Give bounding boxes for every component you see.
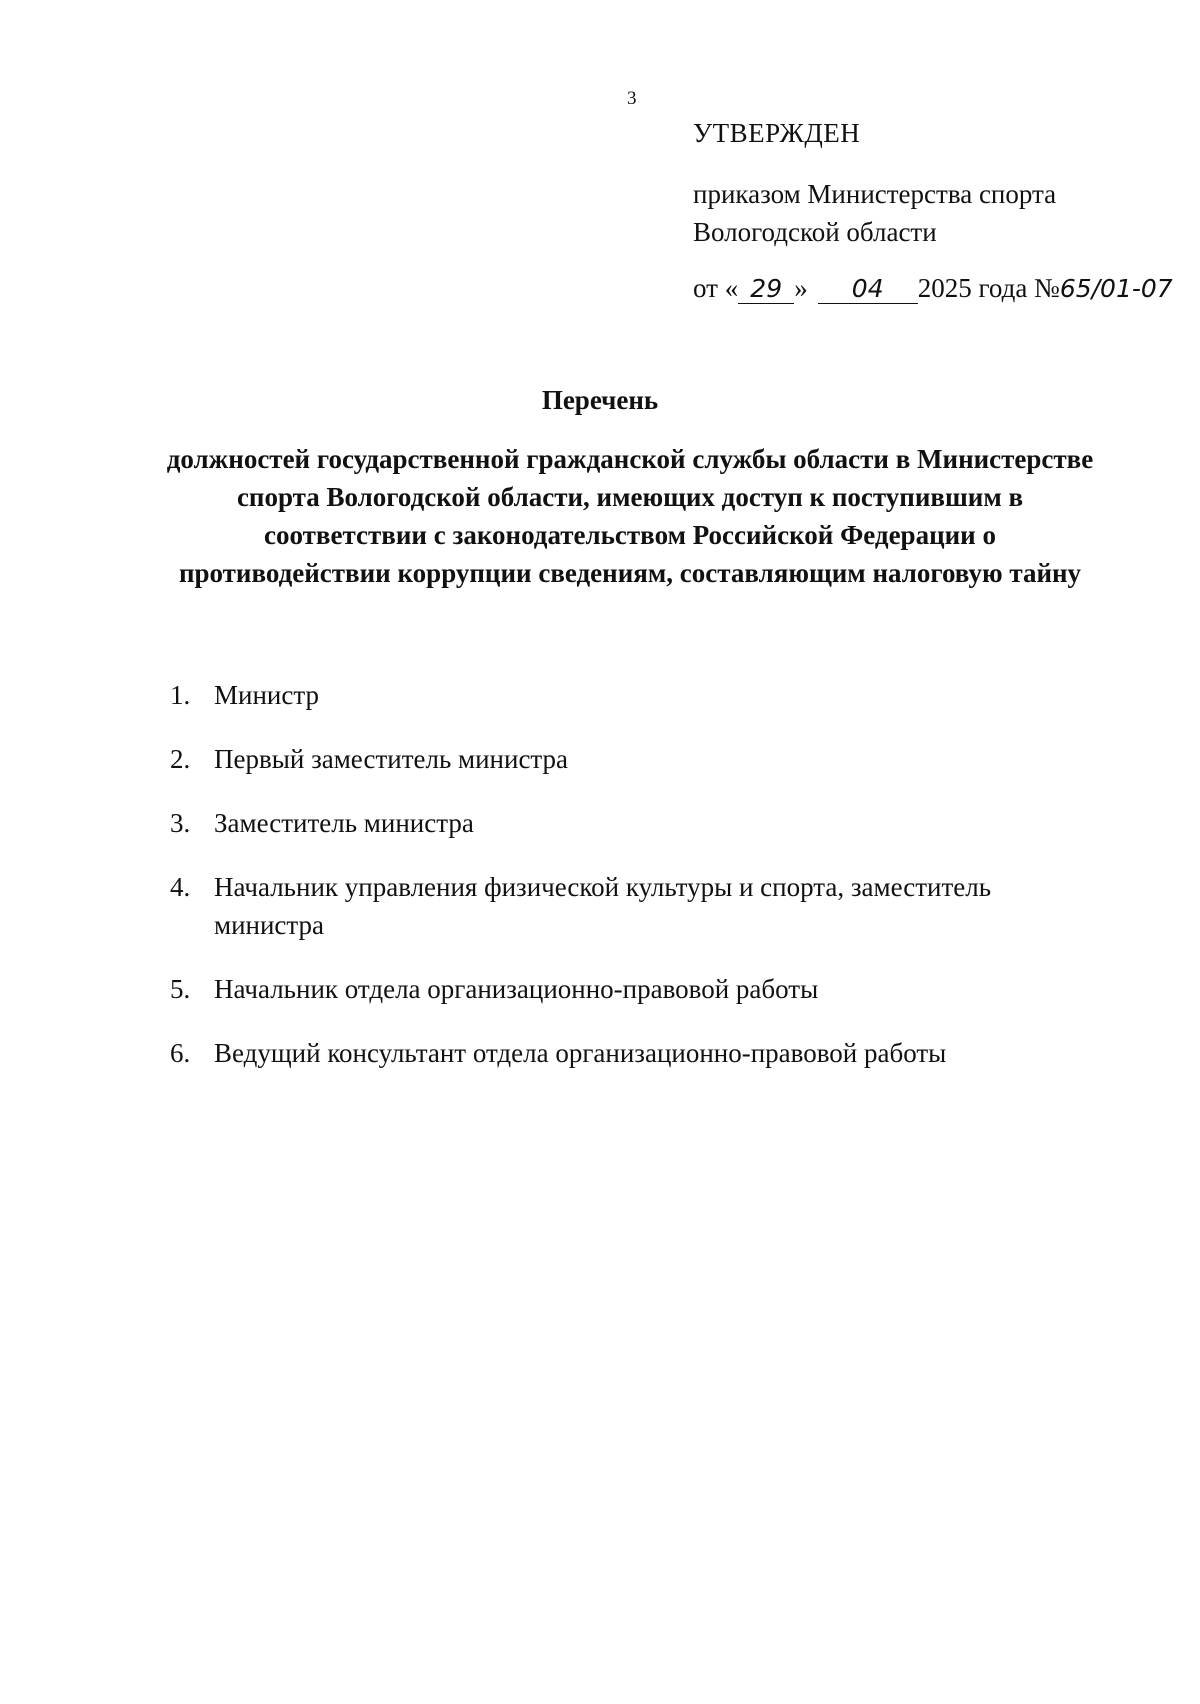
list-item-number: 5. [170, 974, 191, 1004]
subtitle-line: спорта Вологодской области, имеющих доступ к поступившим в [236, 482, 1024, 512]
date-year-text: 2025 года № [917, 273, 1060, 303]
approval-title: УТВЕРЖДЕН [693, 118, 861, 148]
list-item-number: 4. [170, 872, 191, 902]
list-item [170, 676, 1070, 714]
date-mid: » [794, 273, 808, 303]
list-item [170, 868, 1070, 944]
approval-date-line [693, 273, 1173, 304]
document-title: Перечень [541, 385, 659, 415]
list-item [170, 970, 1070, 1008]
list-item [170, 740, 1070, 778]
handwritten-day: 29 [738, 275, 794, 304]
page-number: 3 [627, 88, 637, 109]
handwritten-order-number: 65/01-07 [1059, 274, 1173, 303]
list-item-text: Министр [214, 680, 319, 710]
list-item-number: 1. [170, 680, 191, 710]
subtitle-line: соответствии с законодательством Российской Федерации о [264, 520, 996, 550]
list-item-text: Заместитель министра [214, 808, 474, 838]
approval-issuer-line-1: приказом Министерства спорта [693, 179, 1057, 209]
document-subtitle [130, 440, 1130, 592]
list-item-text: Ведущий консультант отдела организационно-правовой работы [214, 1038, 947, 1068]
subtitle-line: противодействии коррупции сведениям, составляющим налоговую тайну [178, 558, 1082, 588]
approval-issuer [693, 175, 1173, 251]
list-item-text: Начальник отдела организационно-правовой работы [214, 974, 819, 1004]
list-item [170, 1034, 1070, 1072]
list-item-number: 2. [170, 744, 191, 774]
subtitle-line: должностей государственной гражданской службы области в Министерстве [166, 444, 1094, 474]
approval-block [693, 118, 1173, 304]
handwritten-month: 04 [818, 275, 918, 304]
positions-list [170, 676, 1070, 1098]
list-item [170, 804, 1070, 842]
list-item-number: 3. [170, 808, 191, 838]
approval-issuer-line-2: Вологодской области [693, 217, 937, 247]
date-prefix: от « [693, 273, 739, 303]
list-item-text: Первый заместитель министра [214, 744, 569, 774]
list-item-text: Начальник управления физической культуры и спорта, заместитель министра [214, 872, 992, 940]
list-item-number: 6. [170, 1038, 191, 1068]
